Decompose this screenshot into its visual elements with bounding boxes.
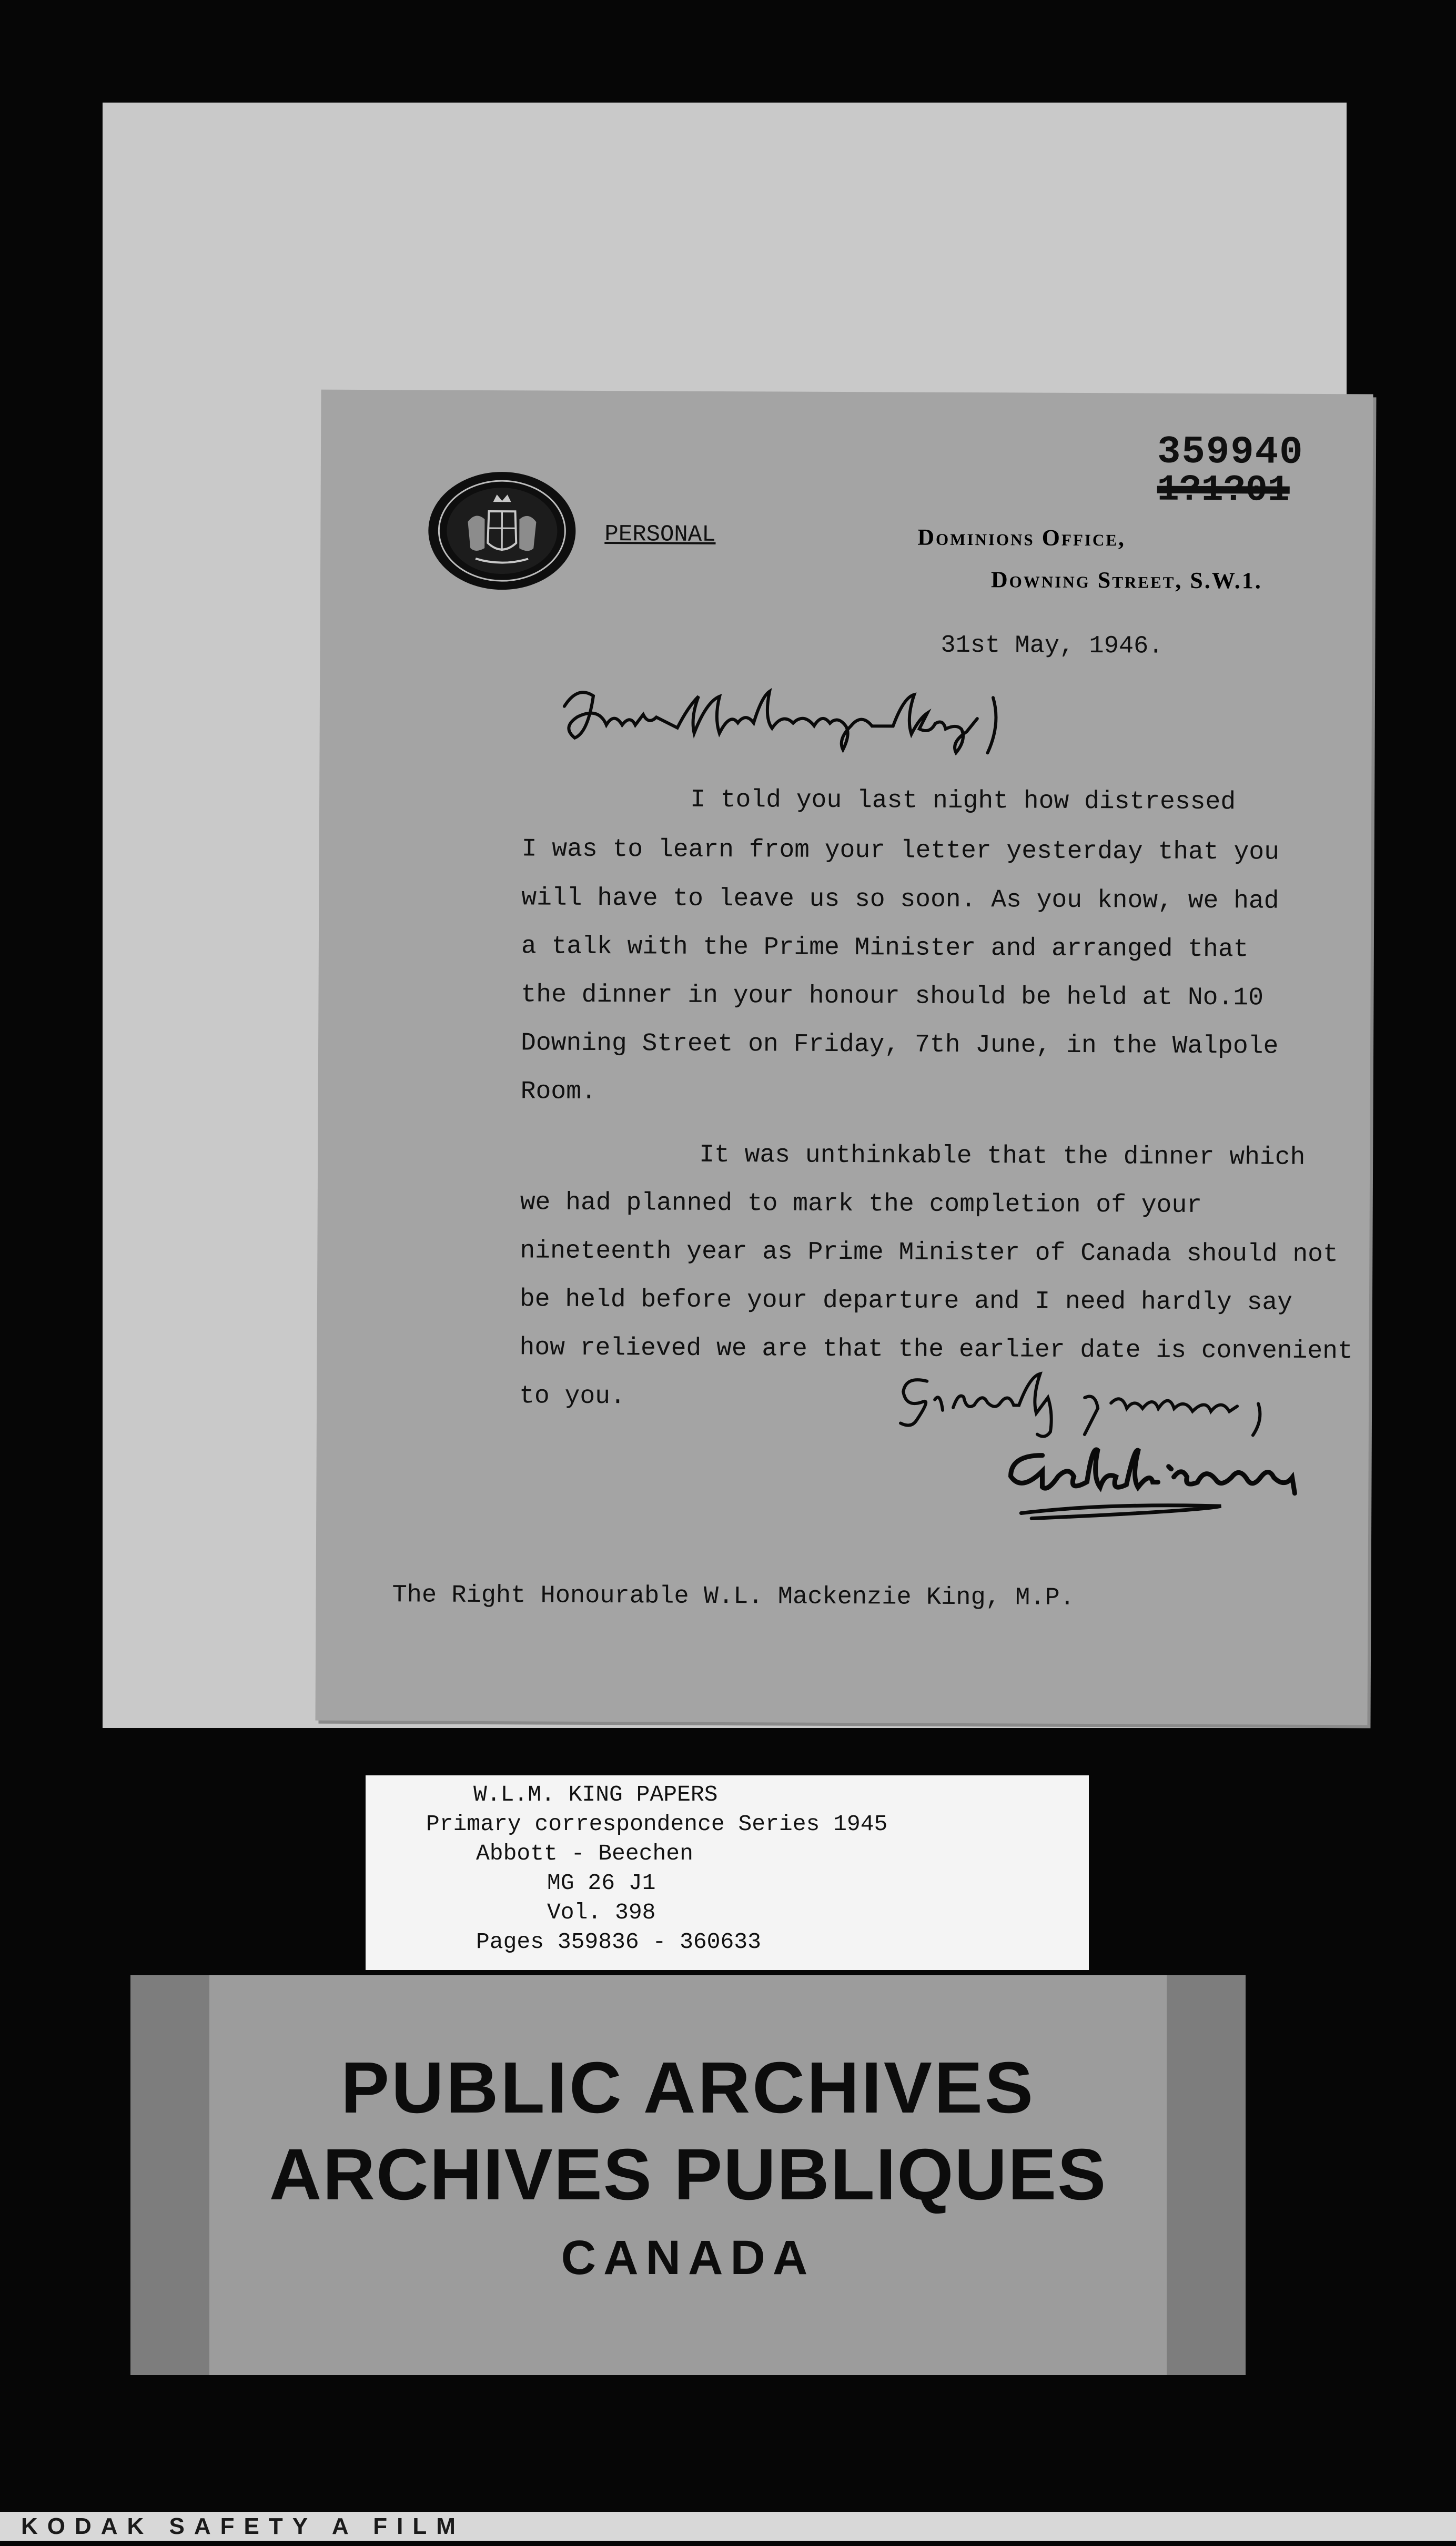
body-line: a talk with the Prime Minister and arranged that — [521, 932, 1249, 964]
label-line: MG 26 J1 — [547, 1870, 656, 1896]
banner-line-english: PUBLIC ARCHIVES — [341, 2047, 1035, 2128]
letter-sheet — [315, 390, 1373, 1725]
struck-document-number: 1?1?01 — [1157, 469, 1290, 512]
body-line: be held before your departure and I need hardly say — [519, 1285, 1293, 1317]
photo-mount — [103, 103, 1353, 1728]
handwritten-closing — [895, 1360, 1306, 1440]
document-number: 359940 — [1157, 430, 1304, 475]
film-edge-marking: KODAK SAFETY A FILM — [0, 2512, 1456, 2541]
label-line: Abbott - Beechen — [476, 1841, 693, 1866]
body-line: to you. — [519, 1382, 625, 1411]
body-line: I told you last night how distressed — [690, 785, 1236, 817]
body-line: It was unthinkable that the dinner which — [699, 1140, 1306, 1172]
banner-line-french: ARCHIVES PUBLIQUES — [269, 2134, 1107, 2215]
banner-line-country: CANADA — [561, 2231, 815, 2285]
letterhead-office: Dominions Office, — [917, 524, 1126, 551]
letter-date: 31st May, 1946. — [941, 631, 1164, 661]
archives-banner — [130, 1975, 1246, 2375]
handwritten-salutation — [557, 675, 1073, 756]
royal-seal-icon — [426, 469, 579, 593]
body-line: Room. — [520, 1077, 596, 1106]
body-line: how relieved we are that the earlier date is convenient — [519, 1333, 1353, 1366]
label-line: Pages 359836 - 360633 — [476, 1929, 761, 1955]
archive-label — [366, 1775, 1089, 1970]
body-line: Downing Street on Friday, 7th June, in the Walpole — [520, 1029, 1279, 1061]
body-line: the dinner in your honour should be held at No.10 — [521, 981, 1264, 1013]
body-line: nineteenth year as Prime Minister of Canada should not — [520, 1237, 1338, 1269]
letterhead-street: Downing Street, S.W.1. — [990, 567, 1262, 594]
label-line: Primary correspondence Series 1945 — [426, 1811, 888, 1837]
addressee-line: The Right Honourable W.L. Mackenzie King, M.P. — [392, 1581, 1075, 1612]
body-line: I was to learn from your letter yesterday that you — [521, 835, 1280, 867]
body-line: we had planned to mark the completion of your — [520, 1188, 1202, 1220]
signature-image — [1000, 1434, 1316, 1525]
label-line: Vol. 398 — [547, 1900, 656, 1925]
body-line: will have to leave us so soon. As you know, we had — [521, 884, 1279, 916]
label-line: W.L.M. KING PAPERS — [473, 1782, 718, 1807]
personal-marking: PERSONAL — [604, 521, 716, 548]
